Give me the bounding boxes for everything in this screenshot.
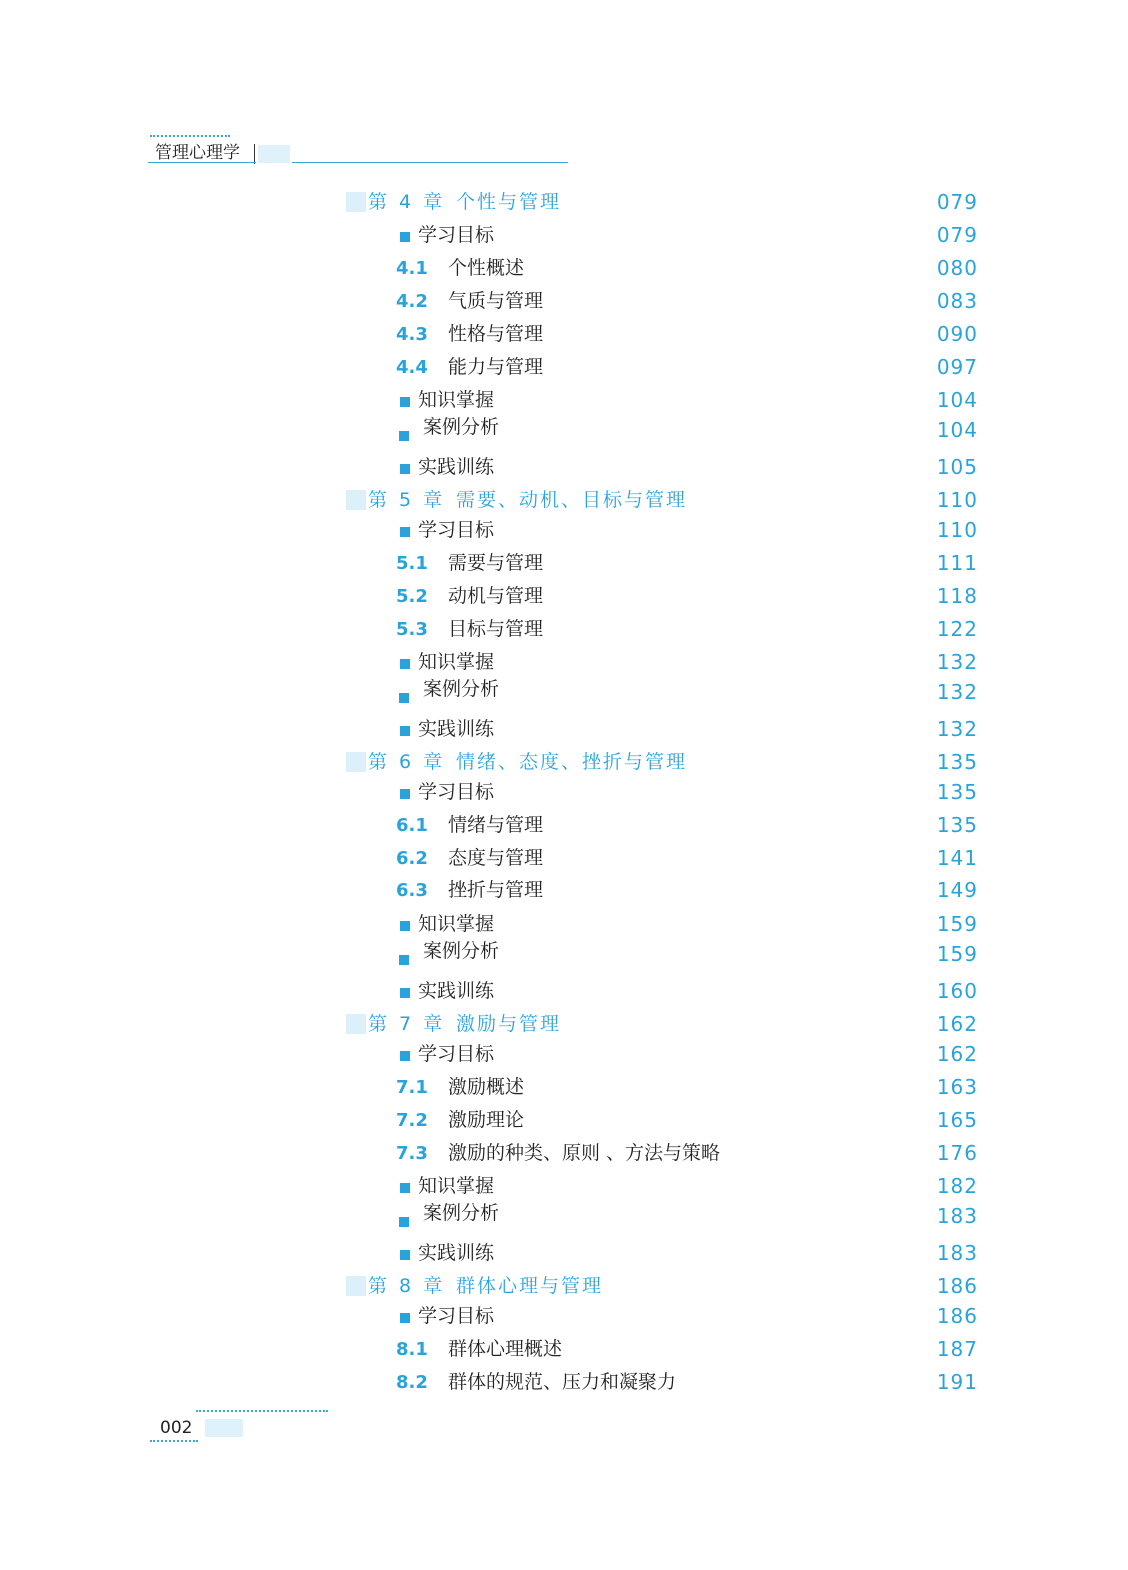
chapter-title: 情绪、态度、挫折与管理 [456, 751, 688, 773]
page-number-ref: 191 [936, 1370, 978, 1394]
toc-item-row[interactable] [0, 219, 1128, 252]
page-number-ref: 135 [936, 813, 978, 837]
page-number: 002 [160, 1418, 193, 1438]
section-number: 5.2 [396, 586, 428, 607]
chapter-title: 群体心理与管理 [456, 1275, 604, 1297]
item-title: 知识掌握 [418, 1175, 495, 1197]
toc-section-row[interactable] [0, 1071, 1128, 1104]
section-number: 7.2 [396, 1110, 428, 1131]
toc-section-row[interactable] [0, 874, 1128, 907]
page-number-ref: 079 [936, 223, 978, 247]
toc-item-row[interactable] [0, 676, 1128, 709]
section-title: 能力与管理 [448, 356, 544, 378]
page-number-ref: 132 [936, 717, 978, 741]
square-bullet-icon [400, 232, 410, 242]
page-number-ref: 132 [936, 680, 978, 704]
page-number-ref: 090 [936, 322, 978, 346]
item-title: 学习目标 [418, 519, 495, 541]
page-number-ref: 097 [936, 355, 978, 379]
footer-accent-box [205, 1419, 243, 1437]
page-number-ref: 149 [936, 878, 978, 902]
section-number: 7.1 [396, 1077, 428, 1098]
page-number-ref: 110 [936, 518, 978, 542]
toc-item-row[interactable] [0, 908, 1128, 941]
page-number-ref: 111 [936, 551, 978, 575]
toc-section-row[interactable] [0, 1104, 1128, 1137]
toc-item-row[interactable] [0, 451, 1128, 484]
square-bullet-icon [400, 988, 410, 998]
toc-section-row[interactable] [0, 351, 1128, 384]
chapter-title: 个性与管理 [456, 191, 562, 213]
toc-chapter-row[interactable] [0, 1008, 1128, 1041]
section-title: 群体的规范、压力和凝聚力 [448, 1371, 677, 1393]
square-bullet-icon [399, 955, 409, 965]
chapter-marker [346, 1014, 366, 1034]
toc-item-row[interactable] [0, 1237, 1128, 1270]
item-title: 实践训练 [418, 718, 495, 740]
chapter-marker [346, 1276, 366, 1296]
section-number: 4.3 [396, 324, 428, 345]
toc-item-row[interactable] [0, 938, 1128, 971]
section-number: 8.2 [396, 1372, 428, 1393]
item-title: 案例分析 [423, 1202, 500, 1224]
page-number-ref: 083 [936, 289, 978, 313]
section-title: 目标与管理 [448, 618, 544, 640]
chapter-title: 激励与管理 [456, 1013, 562, 1035]
page-number-ref: 135 [936, 750, 978, 774]
page-number-ref: 183 [936, 1241, 978, 1265]
page-number-ref: 162 [936, 1012, 978, 1036]
item-title: 知识掌握 [418, 651, 495, 673]
toc-chapter-row[interactable] [0, 484, 1128, 517]
toc-item-row[interactable] [0, 975, 1128, 1008]
toc-chapter-row[interactable] [0, 1270, 1128, 1303]
footer-dotted-underline [150, 1440, 198, 1442]
section-title: 态度与管理 [448, 847, 544, 869]
page-number-ref: 187 [936, 1337, 978, 1361]
toc-chapter-row[interactable] [0, 746, 1128, 779]
page-number-ref: 163 [936, 1075, 978, 1099]
page-number-ref: 186 [936, 1274, 978, 1298]
section-title: 激励理论 [448, 1109, 525, 1131]
page-number-ref: 132 [936, 650, 978, 674]
square-bullet-icon [400, 397, 410, 407]
toc-section-row[interactable] [0, 252, 1128, 285]
page-number-ref: 141 [936, 846, 978, 870]
item-title: 学习目标 [418, 224, 495, 246]
toc-section-row[interactable] [0, 809, 1128, 842]
page-number-ref: 162 [936, 1042, 978, 1066]
square-bullet-icon [400, 527, 410, 537]
toc-section-row[interactable] [0, 1137, 1128, 1170]
section-title: 挫折与管理 [448, 879, 544, 901]
section-number: 5.3 [396, 619, 428, 640]
item-title: 实践训练 [418, 980, 495, 1002]
page-number-ref: 183 [936, 1204, 978, 1228]
square-bullet-icon [400, 789, 410, 799]
footer-dotted-rule [196, 1410, 328, 1412]
section-title: 需要与管理 [448, 552, 544, 574]
item-title: 学习目标 [418, 781, 495, 803]
section-title: 个性概述 [448, 257, 525, 279]
chapter-label: 第 8 章 [368, 1275, 446, 1297]
toc-section-row[interactable] [0, 842, 1128, 875]
section-number: 4.1 [396, 258, 428, 279]
chapter-title: 需要、动机、目标与管理 [456, 489, 688, 511]
square-bullet-icon [399, 431, 409, 441]
toc-chapter-row[interactable] [0, 186, 1128, 219]
page-number-ref: 165 [936, 1108, 978, 1132]
chapter-label: 第 7 章 [368, 1013, 446, 1035]
toc-section-row[interactable] [0, 285, 1128, 318]
square-bullet-icon [399, 1217, 409, 1227]
square-bullet-icon [400, 659, 410, 669]
page-number-ref: 176 [936, 1141, 978, 1165]
page-number-ref: 159 [936, 942, 978, 966]
square-bullet-icon [400, 1313, 410, 1323]
page-number-ref: 182 [936, 1174, 978, 1198]
item-title: 案例分析 [423, 678, 500, 700]
page-number-ref: 160 [936, 979, 978, 1003]
chapter-marker [346, 490, 366, 510]
section-number: 8.1 [396, 1339, 428, 1360]
chapter-label: 第 5 章 [368, 489, 446, 511]
toc-item-row[interactable] [0, 1038, 1128, 1071]
toc-section-row[interactable] [0, 547, 1128, 580]
page-number-ref: 135 [936, 780, 978, 804]
chapter-label: 第 4 章 [368, 191, 446, 213]
toc-section-row[interactable] [0, 318, 1128, 351]
square-bullet-icon [400, 1250, 410, 1260]
square-bullet-icon [400, 1051, 410, 1061]
toc-item-row[interactable] [0, 776, 1128, 809]
chapter-label: 第 6 章 [368, 751, 446, 773]
square-bullet-icon [400, 1183, 410, 1193]
toc-item-row[interactable] [0, 713, 1128, 746]
toc-item-row[interactable] [0, 646, 1128, 679]
square-bullet-icon [400, 726, 410, 736]
section-number: 4.4 [396, 357, 428, 378]
section-number: 6.3 [396, 880, 428, 901]
page-number-ref: 186 [936, 1304, 978, 1328]
toc-item-row[interactable] [0, 1300, 1128, 1333]
page-number-ref: 104 [936, 388, 978, 412]
page-number-ref: 159 [936, 912, 978, 936]
section-title: 动机与管理 [448, 585, 544, 607]
page-number-ref: 118 [936, 584, 978, 608]
section-number: 6.2 [396, 848, 428, 869]
toc-section-row[interactable] [0, 613, 1128, 646]
item-title: 学习目标 [418, 1043, 495, 1065]
section-number: 7.3 [396, 1143, 428, 1164]
square-bullet-icon [400, 921, 410, 931]
section-number: 6.1 [396, 815, 428, 836]
section-title: 激励的种类、原则 、方法与策略 [448, 1142, 721, 1164]
toc-section-row[interactable] [0, 580, 1128, 613]
page-number-ref: 110 [936, 488, 978, 512]
square-bullet-icon [399, 693, 409, 703]
item-title: 实践训练 [418, 456, 495, 478]
section-number: 5.1 [396, 553, 428, 574]
section-title: 激励概述 [448, 1076, 525, 1098]
toc-item-row[interactable] [0, 414, 1128, 447]
item-title: 实践训练 [418, 1242, 495, 1264]
toc-section-row[interactable] [0, 1333, 1128, 1366]
item-title: 案例分析 [423, 940, 500, 962]
page-number-ref: 122 [936, 617, 978, 641]
section-number: 4.2 [396, 291, 428, 312]
book-title: 管理心理学 [155, 143, 240, 163]
chapter-marker [346, 192, 366, 212]
page-number-ref: 104 [936, 418, 978, 442]
toc-item-row[interactable] [0, 384, 1128, 417]
section-title: 气质与管理 [448, 290, 544, 312]
page-number-ref: 105 [936, 455, 978, 479]
toc-item-row[interactable] [0, 514, 1128, 547]
item-title: 学习目标 [418, 1305, 495, 1327]
item-title: 知识掌握 [418, 389, 495, 411]
toc-section-row[interactable] [0, 1366, 1128, 1399]
chapter-marker [346, 752, 366, 772]
page-number-ref: 080 [936, 256, 978, 280]
item-title: 案例分析 [423, 416, 500, 438]
section-title: 性格与管理 [448, 323, 544, 345]
page-number-ref: 079 [936, 190, 978, 214]
toc-item-row[interactable] [0, 1170, 1128, 1203]
toc-item-row[interactable] [0, 1200, 1128, 1233]
section-title: 情绪与管理 [448, 814, 544, 836]
item-title: 知识掌握 [418, 913, 495, 935]
square-bullet-icon [400, 464, 410, 474]
section-title: 群体心理概述 [448, 1338, 563, 1360]
